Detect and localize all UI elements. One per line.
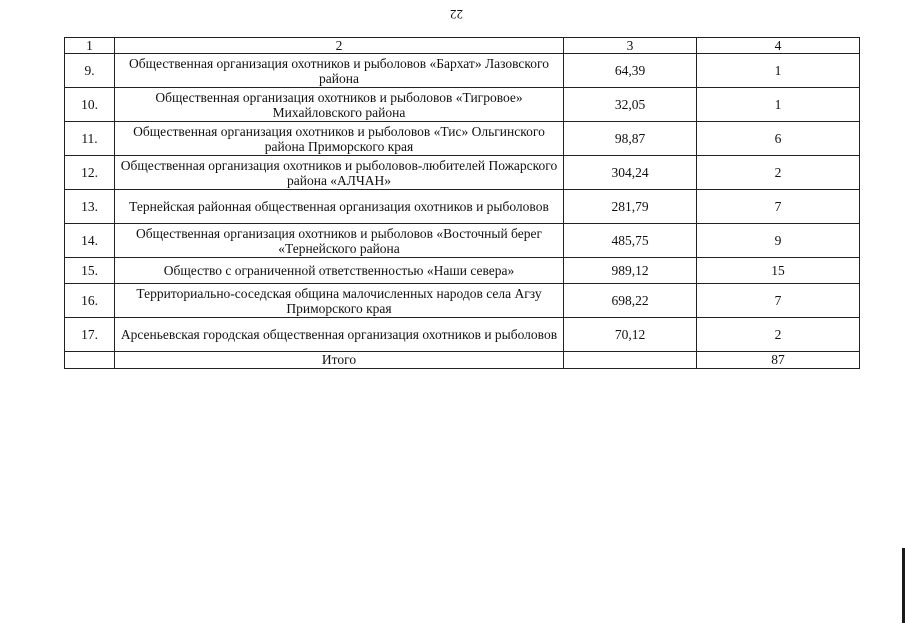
row-number: 17.	[65, 318, 115, 352]
row-number: 13.	[65, 190, 115, 224]
area-value: 698,22	[564, 284, 697, 318]
organization-name: Общественная организация охотников и рыболовов «Бархат» Лазовского района	[115, 54, 564, 88]
organization-name: Общественная организация охотников и рыболовов «Тис» Ольгинского района Приморского края	[115, 122, 564, 156]
area-value: 98,87	[564, 122, 697, 156]
header-cell: 3	[564, 38, 697, 54]
row-number: 15.	[65, 258, 115, 284]
area-value: 64,39	[564, 54, 697, 88]
count-value: 9	[697, 224, 860, 258]
count-value: 2	[697, 318, 860, 352]
count-value: 7	[697, 190, 860, 224]
row-number: 11.	[65, 122, 115, 156]
table-row	[65, 284, 860, 318]
area-value: 70,12	[564, 318, 697, 352]
table-row	[65, 122, 860, 156]
count-value: 6	[697, 122, 860, 156]
count-value: 7	[697, 284, 860, 318]
organization-name: Общество с ограниченной ответственностью «Наши севера»	[115, 258, 564, 284]
area-value: 304,24	[564, 156, 697, 190]
row-number: 9.	[65, 54, 115, 88]
table-row	[65, 88, 860, 122]
area-value: 989,12	[564, 258, 697, 284]
table-row	[65, 190, 860, 224]
table-row	[65, 224, 860, 258]
total-empty-cell	[564, 352, 697, 369]
header-cell: 4	[697, 38, 860, 54]
count-value: 15	[697, 258, 860, 284]
total-count: 87	[697, 352, 860, 369]
row-number: 12.	[65, 156, 115, 190]
area-value: 32,05	[564, 88, 697, 122]
total-empty-cell	[65, 352, 115, 369]
count-value: 1	[697, 88, 860, 122]
row-number: 14.	[65, 224, 115, 258]
header-cell: 1	[65, 38, 115, 54]
organization-name: Арсеньевская городская общественная организация охотников и рыболовов	[115, 318, 564, 352]
table-row	[65, 318, 860, 352]
count-value: 2	[697, 156, 860, 190]
area-value: 485,75	[564, 224, 697, 258]
page-number: 22	[450, 7, 463, 22]
organization-name: Общественная организация охотников и рыболовов-любителей Пожарского района «АЛЧАН»	[115, 156, 564, 190]
table-row	[65, 54, 860, 88]
count-value: 1	[697, 54, 860, 88]
row-number: 10.	[65, 88, 115, 122]
organization-name: Территориально-соседская община малочисленных народов села Агзу Приморского края	[115, 284, 564, 318]
table-row	[65, 156, 860, 190]
row-number: 16.	[65, 284, 115, 318]
area-value: 281,79	[564, 190, 697, 224]
table-header-row	[65, 38, 860, 54]
total-label: Итого	[115, 352, 564, 369]
table-row	[65, 258, 860, 284]
organization-name: Тернейская районная общественная организация охотников и рыболовов	[115, 190, 564, 224]
table-total-row	[65, 352, 860, 369]
organization-name: Общественная организация охотников и рыболовов «Тигровое» Михайловского района	[115, 88, 564, 122]
organization-name: Общественная организация охотников и рыболовов «Восточный берег «Тернейского района	[115, 224, 564, 258]
header-cell: 2	[115, 38, 564, 54]
hunting-organizations-table	[64, 37, 860, 369]
